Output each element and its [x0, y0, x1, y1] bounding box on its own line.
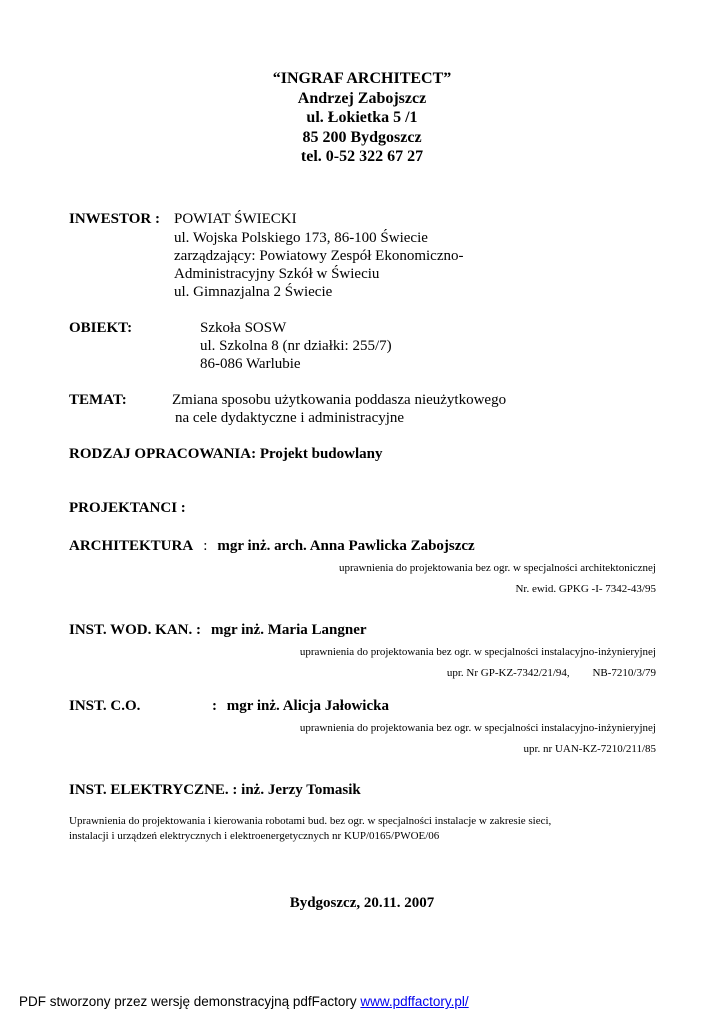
company-phone: tel. 0-52 322 67 27: [300, 148, 424, 165]
architektura-number: Nr. ewid. GPKG -I- 7342-43/95: [515, 583, 656, 595]
rodzaj-opracowania: RODZAJ OPRACOWANIA: Projekt budowlany: [69, 446, 383, 462]
obiekt-label: OBIEKT:: [69, 320, 133, 336]
co-row: [212, 698, 389, 715]
wodkan-label: INST. WOD. KAN. :: [69, 622, 201, 638]
projektanci-label: PROJEKTANCI :: [69, 500, 186, 516]
architektura-name: mgr inż. arch. Anna Pawlicka Zabojszcz: [217, 538, 475, 554]
company-person: Andrzej Zabojszcz: [297, 89, 427, 107]
co-permission: uprawnienia do projektowania bez ogr. w specjalności instalacyjno-inżynieryjnej: [299, 722, 656, 734]
footer-text: PDF stworzony przez wersję demonstracyjną pdfFactory: [19, 994, 361, 1009]
temat-line-2: na cele dydaktyczne i administracyjne: [175, 410, 405, 426]
architektura-permission: uprawnienia do projektowania bez ogr. w specjalności architektonicznej: [338, 562, 656, 574]
temat-line-1: Zmiana sposobu użytkowania poddasza nieużytkowego: [172, 392, 507, 408]
obiekt-line-2: ul. Szkolna 8 (nr działki: 255/7): [200, 338, 392, 354]
wodkan-number-2: NB-7210/3/79: [592, 667, 656, 679]
wodkan-row: [69, 621, 367, 639]
footer-link[interactable]: www.pdffactory.pl/: [360, 994, 469, 1009]
architektura-sep: :: [203, 538, 208, 554]
architektura-row: [69, 537, 475, 555]
pdf-footer: [19, 994, 469, 1009]
inwestor-line-1: POWIAT ŚWIECKI: [174, 211, 297, 227]
wodkan-name: mgr inż. Maria Langner: [210, 622, 367, 638]
inwestor-label: INWESTOR :: [69, 211, 160, 227]
company-header: [0, 69, 724, 167]
obiekt-line-1: Szkoła SOSW: [200, 320, 287, 336]
wodkan-number-1: upr. Nr GP-KZ-7342/21/94,: [446, 667, 570, 679]
co-sep: :: [212, 698, 217, 714]
elektr-row: INST. ELEKTRYCZNE. : inż. Jerzy Tomasik: [69, 782, 361, 798]
elektr-line-1: Uprawnienia do projektowania i kierowania robotami bud. bez ogr. w specjalności instalacje w zakresie sieci,: [69, 815, 552, 827]
inwestor-line-3: zarządzający: Powiatowy Zespół Ekonomiczno-: [174, 248, 464, 264]
co-label: INST. C.O.: [69, 698, 141, 714]
obiekt-line-3: 86-086 Warlubie: [200, 356, 301, 372]
elektr-line-2: instalacji i urządzeń elektrycznych i elektroenergetycznych nr KUP/0165/PWOE/06: [69, 830, 440, 842]
co-number: upr. nr UAN-KZ-7210/211/85: [523, 743, 656, 755]
temat-label: TEMAT:: [69, 392, 127, 408]
company-street: ul. Łokietka 5 /1: [306, 109, 418, 126]
inwestor-line-2: ul. Wojska Polskiego 173, 86-100 Świecie: [174, 230, 428, 246]
wodkan-number: [447, 667, 656, 679]
company-name: “INGRAF ARCHITECT”: [272, 70, 452, 87]
wodkan-permission: uprawnienia do projektowania bez ogr. w specjalności instalacyjno-inżynieryjnej: [299, 646, 656, 658]
date-place: Bydgoszcz, 20.11. 2007: [289, 895, 435, 911]
company-city: 85 200 Bydgoszcz: [302, 128, 422, 146]
co-name: mgr inż. Alicja Jałowicka: [226, 698, 389, 714]
inwestor-line-4: Administracyjny Szkół w Świeciu: [174, 266, 380, 282]
inwestor-line-5: ul. Gimnazjalna 2 Świecie: [174, 284, 333, 300]
architektura-label: ARCHITEKTURA: [69, 538, 194, 554]
